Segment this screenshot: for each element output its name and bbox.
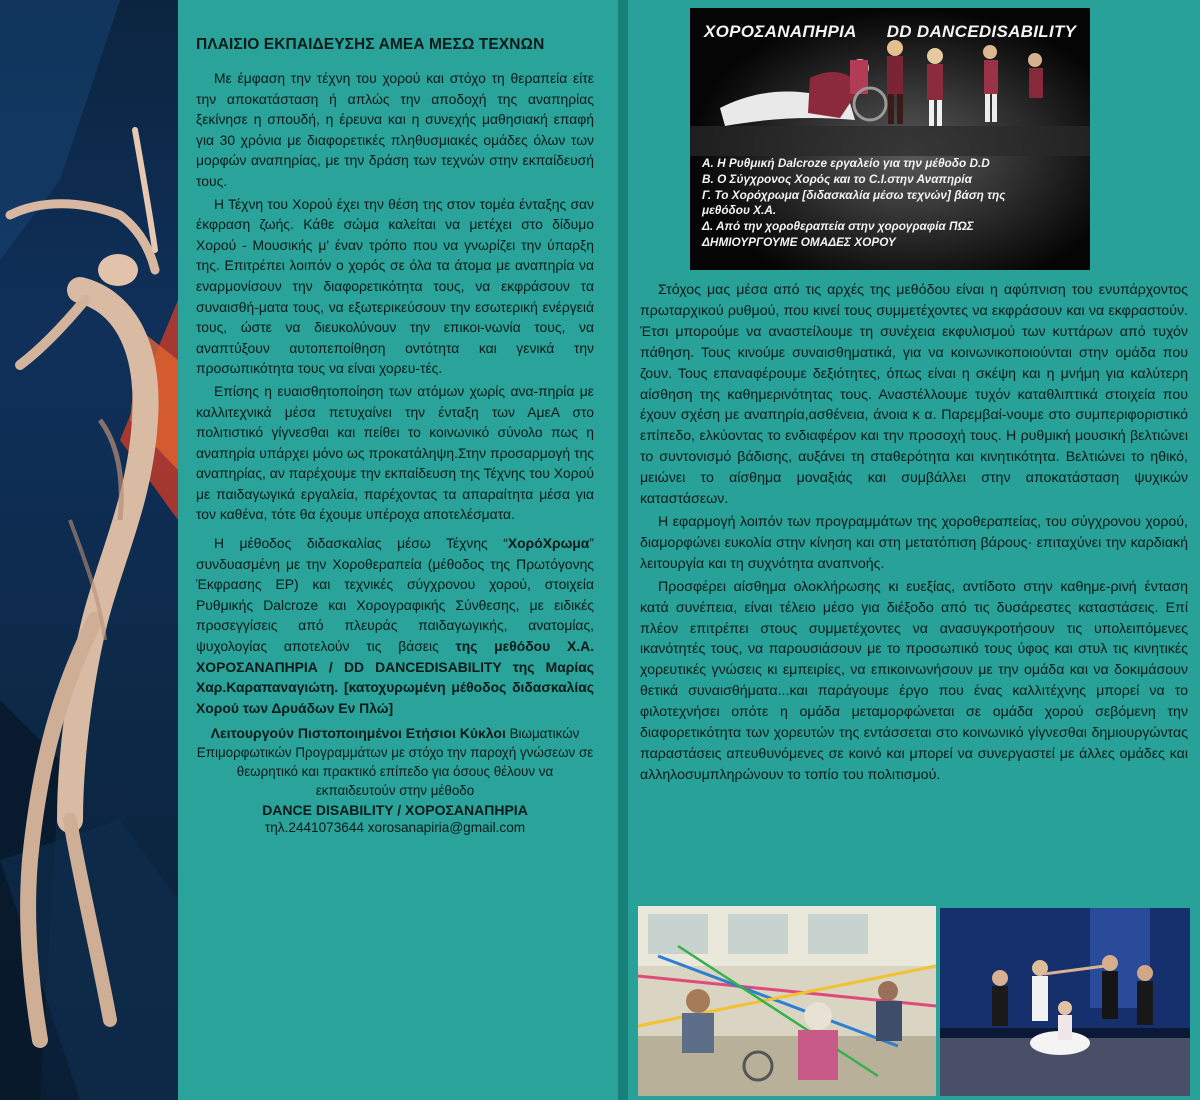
caption-item: Δ. Από την χοροθεραπεία στην χορογραφία ΠΩΣ (702, 219, 974, 234)
p4-method-name: ΧορόΧρωμα (507, 535, 590, 552)
left-heading: ΠΛΑΙΣΙΟ ΕΚΠΑΙΔΕΥΣΗΣ ΑΜΕΑ ΜΕΣΩ ΤΕΧΝΩΝ (196, 36, 545, 53)
right-paragraph-3: Προσφέρει αίσθημα ολοκλήρωσης κι ευεξίας, αντίδοτο στην καθημε-ρινή ένταση κατά συνέπεια, είναι τέλειο μέσο για διέξοδο από τις δυσάρεστες καταστάσεις. Επί πλέον επιτρέπει στους συμμετέχοντες να ανασυγκροτήσουν τις υπολειπόμενες ικανότητές τους, να παρουσιάσουν με το προσωπικό τους ύφος και στυλ τις κινητικές χορευτικές γνώσεις κι εμπειρίες, να επικοινωνήσουν με την ομάδα και να δοκιμάσουν θετικά συναισθήματα...και παράγουμε έργο που ένας καλλιτέχνης μπορεί να το φιλοτεχνήσει οπότε η ομάδα μεταμορφώνεται σε ομάδα χορού σεβόμενη την διαφορετικότητα των χορευτών της εντάσσεται στο κοινωνικό γίγνεσθαι δημιουργώντας παραστάσεις απευθυνόμενες σε κοινό και μπορεί να συνεργαστεί με άλλες ομάδες και αλληλοσυμπληρώνουν το τοπίο του πολιτισμού. (640, 578, 1188, 783)
caption-item: Β. Ο Σύγχρονος Χορός και το C.I.στην Αναπηρία (702, 171, 972, 186)
caption-item: Α. Η Ρυθμική Dalcroze εργαλείο για την μέθοδο D.D (702, 156, 990, 170)
right-paragraph-2: Η εφαρμογή λοιπόν των προγραμμάτων της χοροθεραπείας, του σύγχρονου χορού, διαμορφώνει ευκολία στην κίνηση και στη μετατόπιση βάρους· επιταχύνει την καρδιακή λειτουργία και τη συχνότητα αναπνοής. (640, 513, 1188, 572)
photo-title (704, 22, 1076, 42)
caption-item: Γ. Το Χορόχρωμα [διδασκαλία μέσω τεχνών] βάση της (702, 187, 1006, 202)
left-paragraph-1: Με έμφαση την τέχνη του χορού και στόχο τη θεραπεία είτε την αποκατάσταση ή απλώς την αποδοχή της αναπηρίας ξεκίνησε η σπουδή, η έρευνα και η συνεχής μαθησιακή επαφή για 30 χρόνια με διαφορετικές πληθυσμιακές ομάδες όλων των μορφών αναπηρίας, με την δράση των τεχνών στην εκπαίδευσή τους. (196, 70, 594, 189)
caption-item: μεθόδου Χ.Α. (702, 203, 777, 218)
stage-group-scene (940, 908, 1190, 1096)
photo-caption-list (702, 156, 1005, 251)
left-paragraph-3: Επίσης η ευαισθητοποίηση των ατόμων χωρίς ανα-πηρία με καλλιτεχνικά μέσα πετυχαίνει την ένταξη των ΑμεΑ στο πολιτιστικό γίγνεσθαι και πείθει το κοινωνικό σύνολο πως η αναπηρία υπάρχει μόνο ως προκατάληψη.Στην προσαρμογή της αναπηρίας, αν παρέχουμε την εκπαίδευση της Τέχνης του Χορού με παιδαγωγικά εργαλεία, παρέχοντας τα απαραίτητα μέσα για τον καθένα, τότε θα έχουμε υπέροχα αποτελέσματα. (196, 382, 594, 523)
left-paragraph-2: Η Τέχνη του Χορού έχει την θέση της στον τομέα ένταξης σαν έκφραση ζωής. Κάθε σώμα καλείται να μετέχει στο δίδυμο Χορού - Μουσικής μ' έναν τρόπο που να γνωρίζει την ύπαρξη της. Επιτρέπει λοιπόν ο χορός σε όλα τα άτομα με αναπηρία να εναρμονίσουν την διαφορετικότητα τους, να εκφράσουν τα συναισθή-ματα τους, να εξωτερικεύσουν την εσωτερική ενέργειά τους, ώστε να διευκολύνουν την επικοι-νωνία τους, να αναπτύξουν αυτοπεποίθηση οντότητα και γενικά την προσωπικότητα τους να είναι χορευ-τές. (196, 195, 594, 377)
p4-start: Η μέθοδος διδασκαλίας μέσω Τέχνης “ (214, 535, 508, 552)
left-paragraph-4 (196, 533, 594, 718)
workshop-scene (638, 906, 936, 1096)
photo-title-a: ΧΟΡΟΣΑΝΑΠΗΡΙΑ (704, 22, 857, 41)
caption-item: ΔΗΜΙΟΥΡΓΟΥΜΕ ΟΜΑΔΕΣ ΧΟΡΟΥ (702, 234, 896, 249)
dancer-artwork (0, 0, 178, 1100)
photo-title-b: DD DANCEDISABILITY (886, 22, 1077, 41)
training-cycles-note (196, 724, 594, 800)
left-text-column (178, 0, 618, 1100)
p4-middle: ” συνδυασμένη με την Χοροθεραπεία (μέθοδος της Πρωτόγονης Έκφρασης ΕΡ) και τεχνικές σύγχρονου χορού, στοιχεία Ρυθμικής Dalcroze και Χορογραφικής Σύνθεσης, με ειδικές προσεγγίσεις από πλευράς παιδαγωγικής, ανατομίας, ψυχολογίας αποτελούν τις βάσεις (196, 535, 594, 655)
dancer-illustration (0, 0, 178, 1100)
cycles-lead: Λειτουργούν Πιστοποιημένοι Ετήσιοι Κύκλοι (210, 725, 506, 742)
contact-line: τηλ.2441073644 xorosanapiria@gmail.com (264, 820, 526, 836)
contact-title: DANCE DISABILITY / ΧΟΡΟΣΑΝΑΠΗΡΙΑ (262, 802, 528, 819)
stage-performance-photo (940, 908, 1190, 1096)
right-paragraph-1: Στόχος μας μέσα από τις αρχές της μεθόδου είναι η αφύπνιση του ενυπάρχοντος πρωταρχικού ρυθμού, που κινεί τους συμμετέχοντες να εκφράσουν και να εκφραστούν. Έτσι μπορούμε να αναστείλουμε τη συνέχεια εκφυλισμού των κυττάρων από τυχόν πάθηση. Τους κινούμε συναισθηματικά, για να κοινωνικοποιούνται στην ομάδα που ζουν. Τους επαναφέρουμε δεξιότητες, όπως είναι η σκέψη και η μνήμη για καλύτερη αίσθηση της καθημερινότητας τους. Αναστέλλουμε τυχόν καταθλιπτικά στοιχεία που έχουν σχέση με αναπηρία,ασθένεια, άνοια κ α. Παρεμβαί-νουμε στο συμπεριφοριστικό επίπεδο, ελκύοντας το ενδιαφέρον και την προσοχή τους. Η ρυθμική μουσική βελτιώνει το συντονισμό βάδισης, αυξάνει τη σταθερότητα και κινητικότητα. Βελτιώνει το ηθικό, μειώνει το αίσθημα μοναξιάς και συμβάλλει στην αποκατάσταση ψυχικών καταστάσεων. (640, 282, 1188, 508)
performance-photo (690, 8, 1090, 270)
cycles-rest: Βιωματικών Επιμορφωτικών Προγραμμάτων με στόχο την παροχή γνώσεων σε θεωρητικό και πρακτικό επίπεδο για όσους θέλουν να εκπαιδευτούν στην μέθοδο (196, 726, 594, 799)
column-gutter (618, 0, 628, 1100)
ribbon-workshop-photo (638, 906, 936, 1096)
p4-method-credit: της μεθόδου Χ.Α. ΧΟΡΟΣΑΝΑΠΗΡΙΑ / DD DANCEDISABILITY της Μαρίας Χαρ.Καραπαναγιώτη. [κατοχυρωμένη μέθοδος διδασκαλίας Χορού των Δρυάδων Εν Πλώ] (196, 638, 594, 716)
